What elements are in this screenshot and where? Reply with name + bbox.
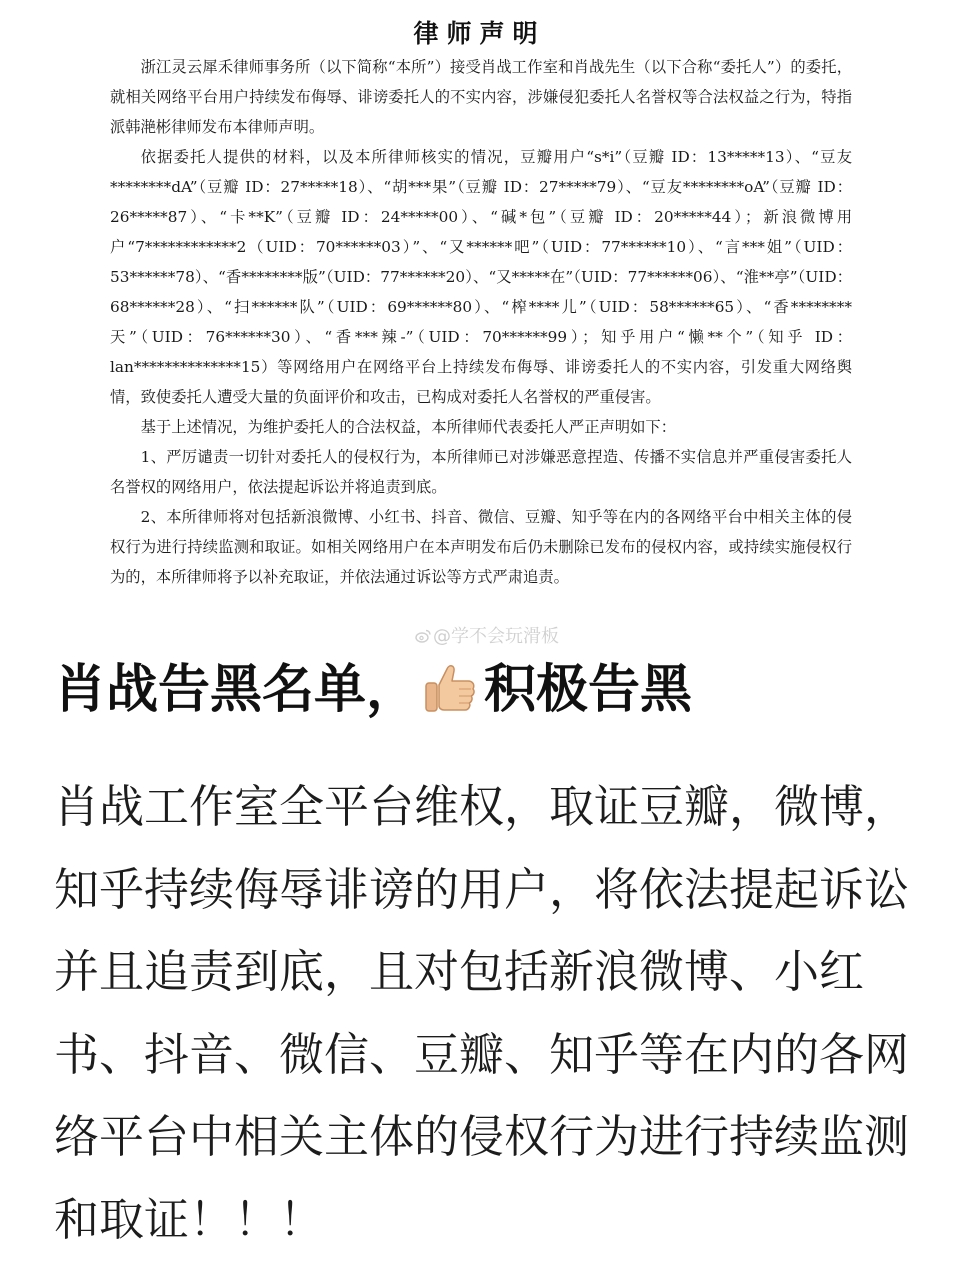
statement-paragraph-item-2: 2、本所律师将对包括新浪微博、小红书、抖音、微信、豆瓣、知乎等在内的各网络平台中相关主体的侵权行为进行持续监测和取证。如相关网络用户在本声明发布后仍未删除已发布的侵权内容，或持续实施侵权行为的，本所律师将予以补充取证，并依法通过诉讼等方式严肃追责。 <box>110 508 852 586</box>
statement-paragraph-item-1: 1、严厉谴责一切针对委托人的侵权行为，本所律师已对涉嫌恶意捏造、传播不实信息并严重侵害委托人名誉权的网络用户，依法提起诉讼并将追责到底。 <box>110 448 852 496</box>
headline-slogan: 积极告黑 <box>484 660 693 720</box>
statement-paragraph-users: 依据委托人提供的材料，以及本所律师核实的情况，豆瓣用户“s*i”（豆瓣 ID：13*****13）、“豆友********dA”（豆瓣 ID：27*****18）、“胡***果”（豆瓣 ID：27*****79）、“豆友********oA”（豆瓣 ID：26*****87）、“卡**K”（豆瓣 ID：24*****00）、“碱*包”（豆瓣 ID：20*****44）；新浪微博用户“7************2（UID：70******03）”、“又******吧”（UID：77******10）、“言***姐”（UID：53******78）、“香********版”（UID：77******20）、“又*****在”（UID：77******06）、“淮**亭”（UID：68******28）、“扫******队”（UID：69******80）、“榨****儿”（UID：58******65）、“香********天”（UID：76******30）、“香***辣-”（UID：70******99）；知乎用户“懒**个”（知乎 ID：lan**************15）等网络用户在网络平台上持续发布侮辱、诽谤委托人的不实内容，引发重大网络舆情，致使委托人遭受大量的负面评价和攻击，已构成对委托人名誉权的严重侵害。 <box>110 148 852 406</box>
headline-title: 肖战告黑名单， <box>54 660 419 720</box>
headline <box>54 650 934 730</box>
statement-body <box>110 52 852 592</box>
weibo-icon <box>415 628 431 644</box>
statement-paragraph-intro: 浙江灵云犀禾律师事务所（以下简称“本所”）接受肖战工作室和肖战先生（以下合称“委托人”）的委托，就相关网络平台用户持续发布侮辱、诽谤委托人的不实内容，涉嫌侵犯委托人名誉权等合法权益之行为，特指派韩滟彬律师发布本律师声明。 <box>110 58 852 136</box>
weibo-watermark <box>415 622 559 648</box>
watermark-handle: @学不会玩滑板 <box>433 626 559 647</box>
thumbs-up-icon <box>422 659 478 715</box>
statement-paragraph-declaration: 基于上述情况，为维护委托人的合法权益，本所律师代表委托人严正声明如下： <box>140 418 676 436</box>
statement-title: 律师声明 <box>413 19 546 48</box>
caption-text: 肖战工作室全平台维权，取证豆瓣，微博，知乎持续侮辱诽谤的用户，将依法提起诉讼并且追责到底，且对包括新浪微博、小红书、抖音、微信、豆瓣、知乎等在内的各网络平台中相关主体的侵权行为进行持续监测和取证！！！ <box>54 780 910 1246</box>
